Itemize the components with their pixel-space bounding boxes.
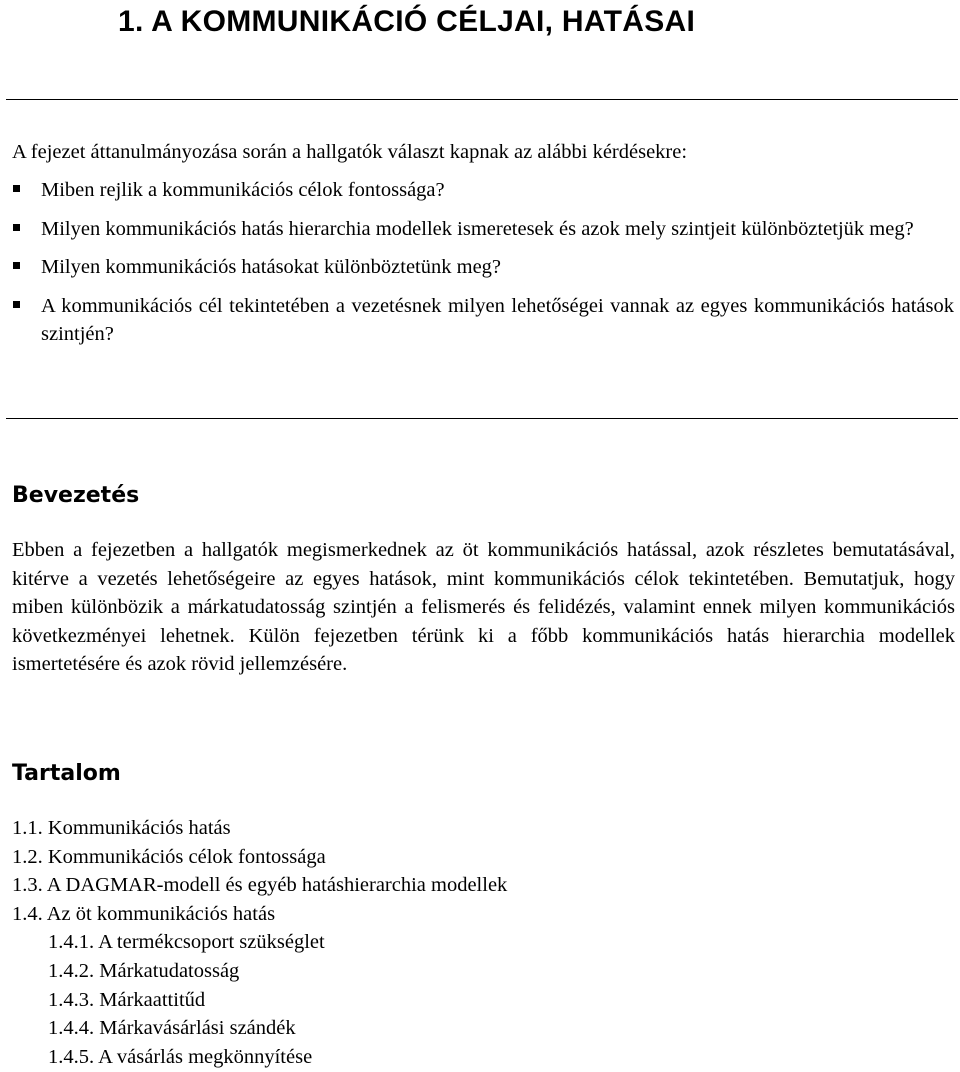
toc-subitem: 1.4.4. Márkavásárlási szándék bbox=[48, 1017, 296, 1040]
question-text: A kommunikációs cél tekintetében a vezetésnek milyen lehetőségei vannak az egyes kommunikációs hatások szintjén? bbox=[41, 294, 954, 345]
toc-subitem: 1.4.5. A vásárlás megkönnyítése bbox=[48, 1045, 313, 1068]
square-bullet-icon bbox=[13, 262, 20, 269]
contents-heading: Tartalom bbox=[12, 761, 121, 786]
square-bullet-icon bbox=[13, 224, 20, 231]
list-item bbox=[0, 215, 960, 244]
list-item bbox=[0, 292, 960, 349]
toc-subitem: 1.4.2. Márkatudatosság bbox=[48, 959, 240, 982]
chapter-title: 1. A KOMMUNIKÁCIÓ CÉLJAI, HATÁSAI bbox=[118, 5, 696, 38]
list-item bbox=[0, 176, 960, 205]
list-item bbox=[0, 253, 960, 282]
toc-item: 1.2. Kommunikációs célok fontossága bbox=[12, 845, 326, 868]
table-of-contents bbox=[12, 814, 507, 1071]
section-divider bbox=[6, 418, 958, 419]
question-text: Milyen kommunikációs hatás hierarchia modellek ismeretesek és azok mely szintjeit különböztetjük meg? bbox=[41, 217, 914, 240]
question-text: Miben rejlik a kommunikációs célok fontossága? bbox=[41, 179, 445, 201]
square-bullet-icon bbox=[13, 185, 20, 192]
toc-subitem: 1.4.3. Márkaattitűd bbox=[48, 988, 206, 1011]
introduction-text: Ebben a fejezetben a hallgatók megismerkednek az öt kommunikációs hatással, azok részletes bemutatásával, kitérve a vezetés lehetőségeire az egyes hatások, mint kommunikációs célok tekintetében. Bemutatjuk, hogy miben különbözik a márkatudatosság szintjén a felismerés és felidézés, valamint ennek milyen kommunikációs következményei lehetnek. Külön fejezetben térünk ki a főbb kommunikációs hatás hierarchia modellek ismertetésére és azok rövid jellemzésére. bbox=[12, 539, 955, 675]
question-text: Milyen kommunikációs hatásokat különböztetünk meg? bbox=[41, 256, 502, 278]
toc-item: 1.3. A DAGMAR-modell és egyéb hatáshierarchia modellek bbox=[12, 874, 508, 897]
top-divider bbox=[6, 99, 958, 100]
toc-item: 1.1. Kommunikációs hatás bbox=[12, 817, 231, 839]
toc-subitem: 1.4.1. A termékcsoport szükséglet bbox=[48, 931, 325, 954]
objectives-list bbox=[0, 176, 960, 359]
introduction-heading: Bevezetés bbox=[12, 483, 140, 508]
objectives-intro: A fejezet áttanulmányozása során a hallgatók választ kapnak az alábbi kérdésekre: bbox=[12, 141, 688, 163]
toc-item: 1.4. Az öt kommunikációs hatás bbox=[12, 902, 276, 925]
square-bullet-icon bbox=[13, 301, 20, 308]
